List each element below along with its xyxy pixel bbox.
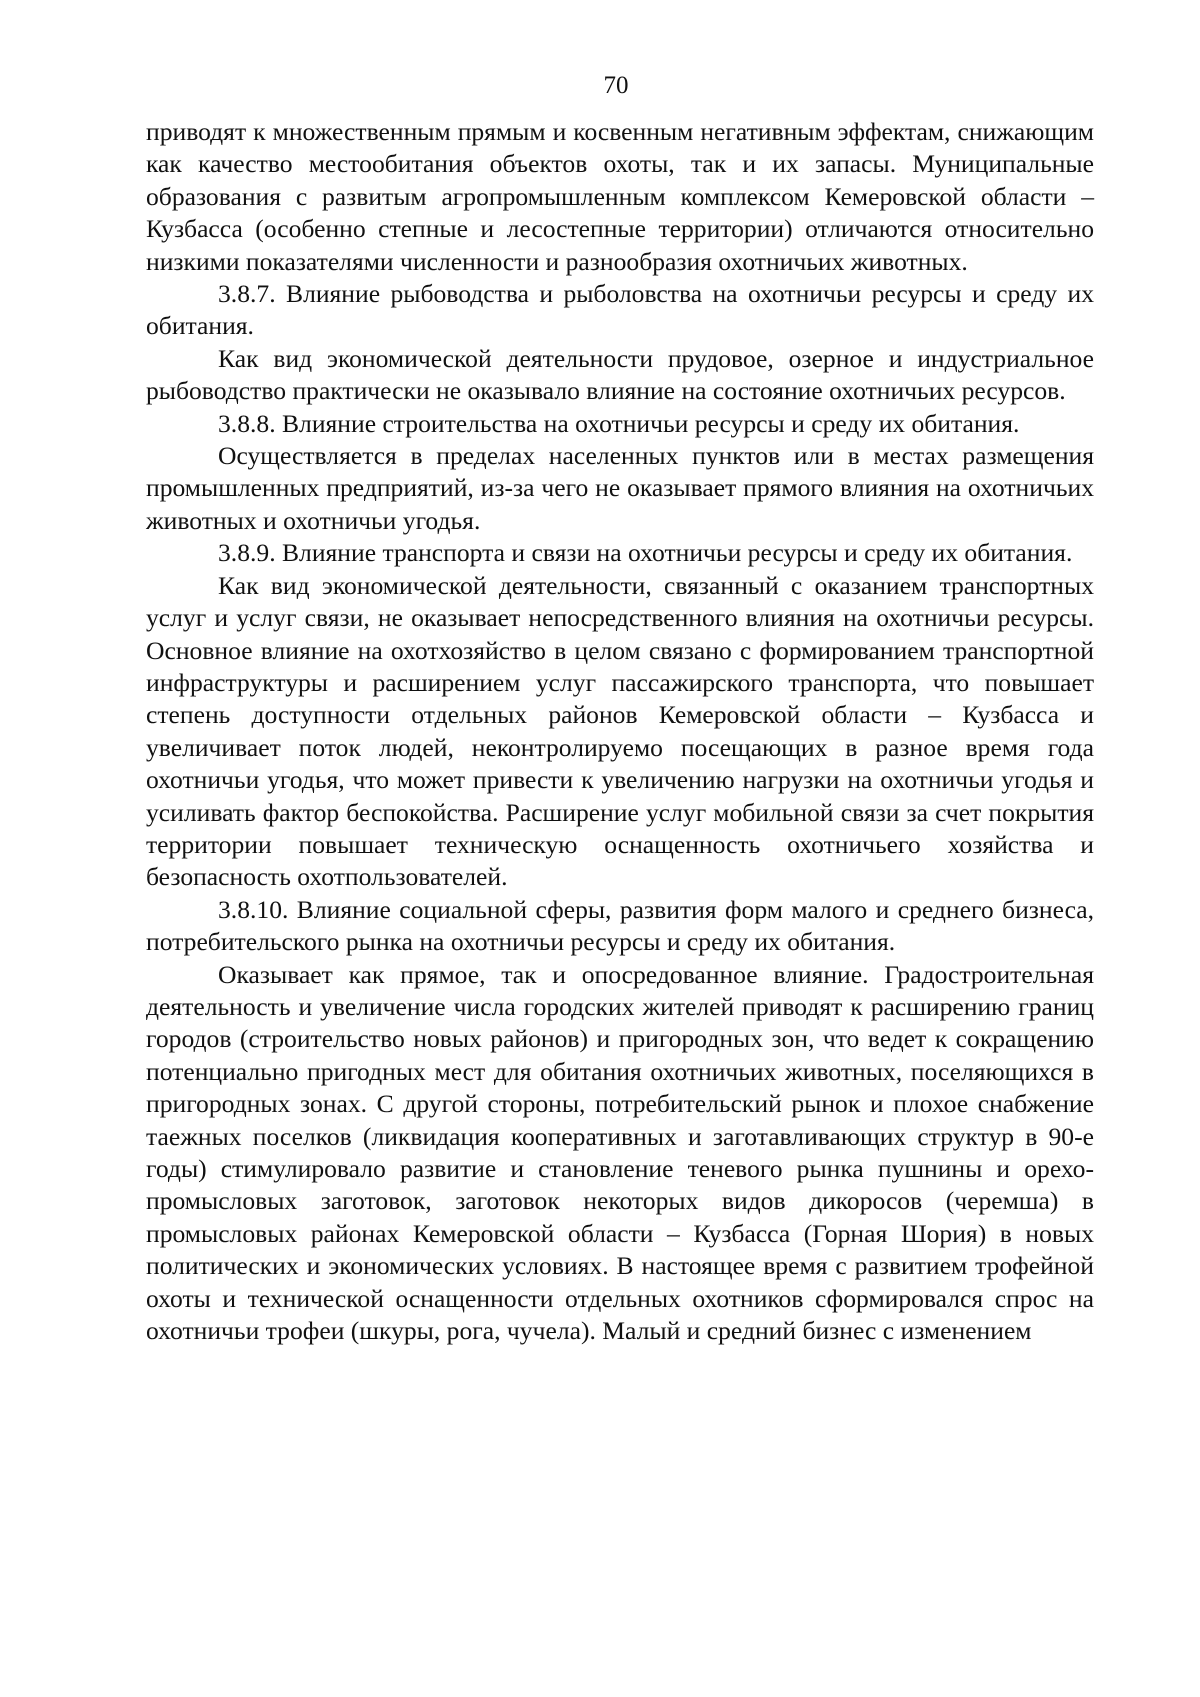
body-text — [146, 116, 1094, 1347]
page-number: 70 — [603, 72, 629, 99]
paragraph-intro-continuation: приводят к множественным прямым и косвенным негативным эффектам, снижающим как качество местообитания объектов охоты, так и их запасы. Муниципальные образования с развитым агропромышленным комплексом Кемеровской области – Кузбасса (особенно степные и лесостепные территории) отличаются относительно низкими показателями численности и разнообразия охотничьих животных. — [146, 117, 1094, 276]
paragraph-construction: Осуществляется в пределах населенных пунктов или в местах размещения промышленных предприятий, из-за чего не оказывает прямого влияния на охотничьих животных и охотничьи угодья. — [146, 441, 1094, 535]
paragraph-social-sphere: Оказывает как прямое, так и опосредованное влияние. Градостроительная деятельность и увеличение числа городских жителей приводят к расширению границ городов (строительство новых районов) и пригородных зон, что ведет к сокращению потенциально пригодных мест для обитания охотничьих животных, поселяющихся в пригородных зонах. С другой стороны, потребительский рынок и плохое снабжение таежных поселков (ликвидация кооперативных и заготавливающих структур в 90-е годы) стимулировало развитие и становление теневого рынка пушнины и орехо-промысловых заготовок, заготовок некоторых видов дикоросов (черемша) в промысловых районах Кемеровской области – Кузбасса (Горная Шория) в новых политических и экономических условиях. В настоящее время с развитием трофейной охоты и технической оснащенности отдельных охотников сформировался спрос на охотничьи трофеи (шкуры, рога, чучела). Малый и средний бизнес с изменением — [146, 959, 1094, 1346]
section-heading-3-8-10: 3.8.10. Влияние социальной сферы, развития форм малого и среднего бизнеса, потребительского рынка на охотничьи ресурсы и среду их обитания. — [146, 894, 1094, 957]
section-heading-3-8-7: 3.8.7. Влияние рыбоводства и рыболовства на охотничьи ресурсы и среду их обитания. — [146, 279, 1094, 341]
section-heading-3-8-9: 3.8.9. Влияние транспорта и связи на охотничьи ресурсы и среду их обитания. — [218, 538, 1073, 568]
section-heading-3-8-8: 3.8.8. Влияние строительства на охотничьи ресурсы и среду их обитания. — [218, 408, 1020, 438]
paragraph-fish-farming: Как вид экономической деятельности прудовое, озерное и индустриальное рыбоводство практически не оказывало влияние на состояние охотничьих ресурсов. — [146, 343, 1094, 406]
paragraph-transport: Как вид экономической деятельности, связанный с оказанием транспортных услуг и услуг связи, не оказывает непосредственного влияния на охотничьи ресурсы. Основное влияние на охотхозяйство в целом связано с формированием транспортной инфраструктуры и расширением услуг пассажирского транспорта, что повышает степень доступности отдельных районов Кемеровской области – Кузбасса и увеличивает поток людей, неконтролируемо посещающих в разное время года охотничьи угодья, что может привести к увеличению нагрузки на охотничьи угодья и усиливать фактор беспокойства. Расширение услуг мобильной связи за счет покрытия территории повышает техническую оснащенность охотничьего хозяйства и безопасность охотпользователей. — [146, 570, 1094, 892]
